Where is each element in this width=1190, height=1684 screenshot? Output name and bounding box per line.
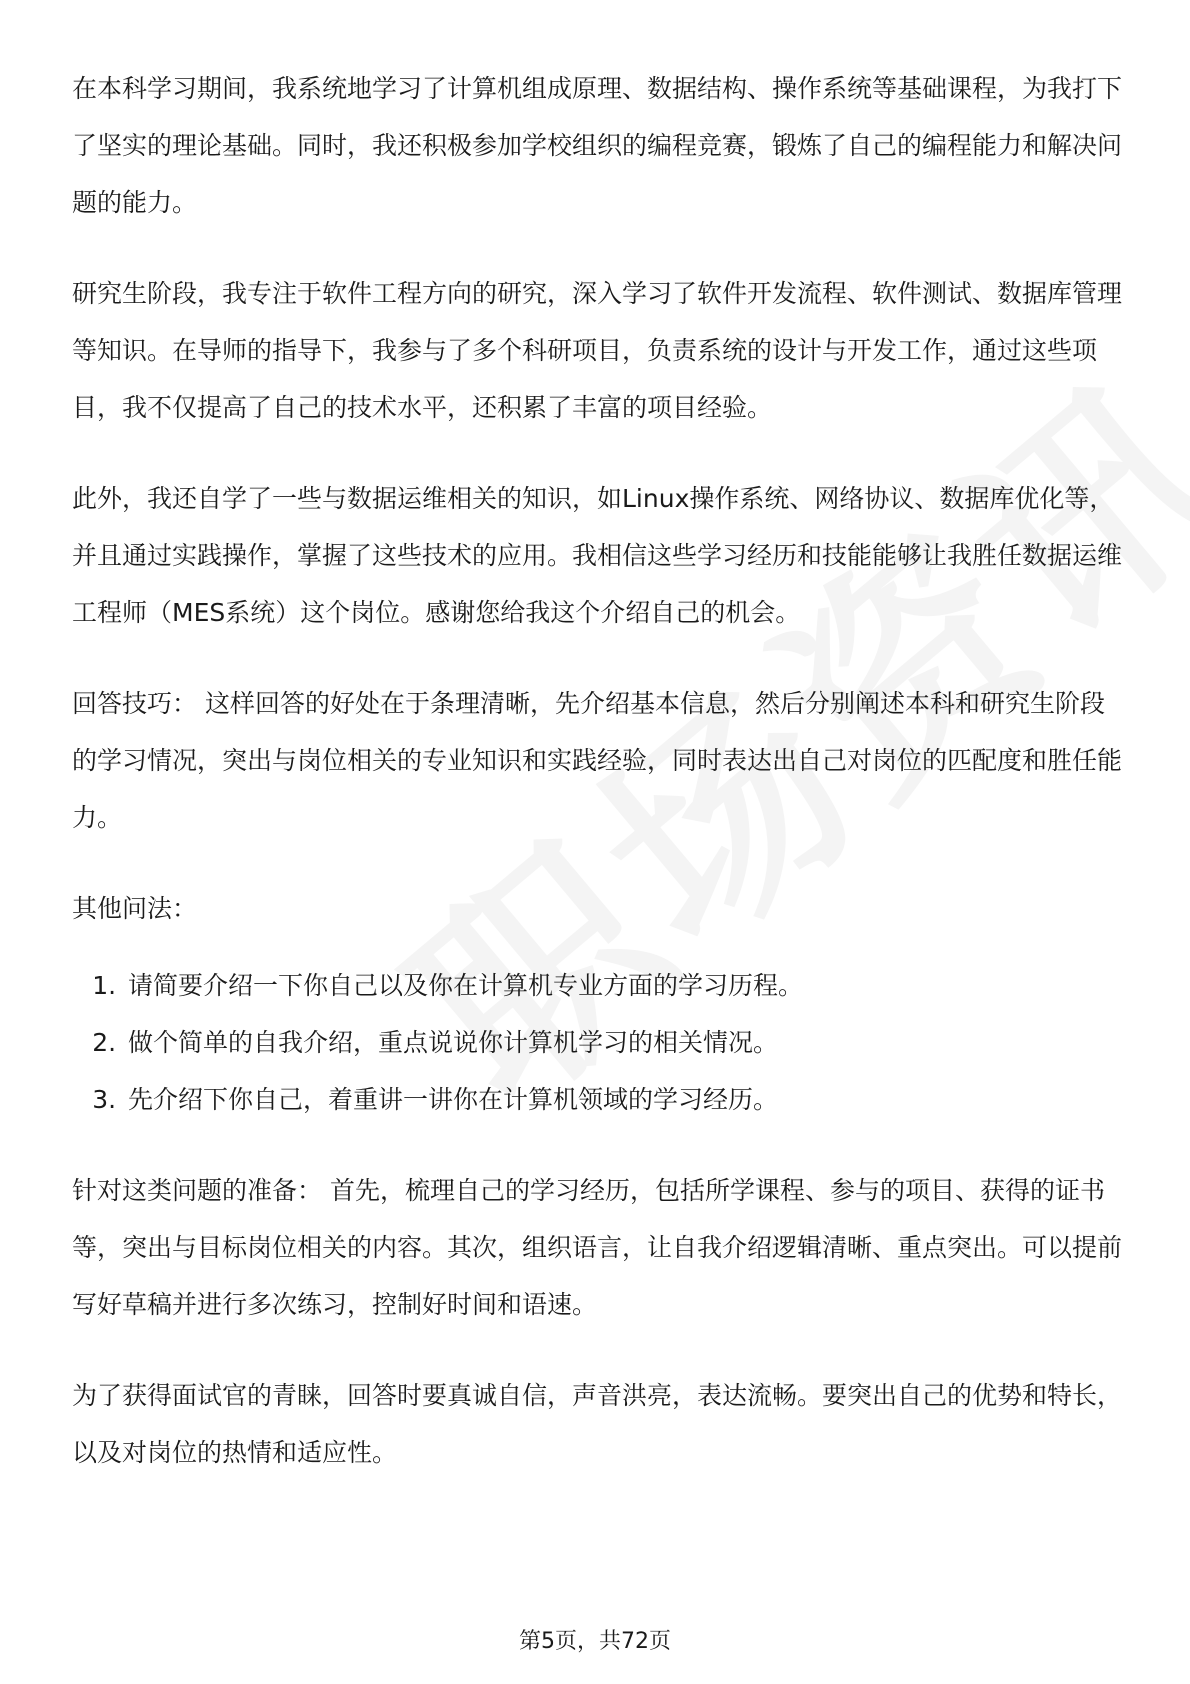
page-footer: 第5页，共72页 [519, 1629, 671, 1654]
paragraph-undergrad: 在本科学习期间，我系统地学习了计算机组成原理、数据结构、操作系统等基础课程，为我打下了坚实的理论基础。同时，我还积极参加学校组织的编程竞赛，锻炼了自己的编程能力和解决问题的能力。 [72, 74, 1123, 217]
document-body [72, 60, 1122, 1515]
list-item: 3. 先介绍下你自己，着重讲一讲你在计算机领域的学习经历。 [124, 1071, 1122, 1128]
list-item: 1. 请简要介绍一下你自己以及你在计算机专业方面的学习历程。 [124, 957, 1122, 1014]
other-questions-list [72, 957, 1122, 1128]
paragraph-graduate: 研究生阶段，我专注于软件工程方向的研究，深入学习了软件开发流程、软件测试、数据库管理等知识。在导师的指导下，我参与了多个科研项目，负责系统的设计与开发工作，通过这些项目，我不仅提高了自己的技术水平，还积累了丰富的项目经验。 [72, 279, 1123, 422]
other-questions-heading: 其他问法： [72, 894, 198, 923]
paragraph-answer-tips: 回答技巧： 这样回答的好处在于条理清晰，先介绍基本信息，然后分别阐述本科和研究生阶段的学习情况，突出与岗位相关的专业知识和实践经验，同时表达出自己对岗位的匹配度和胜任能力。 [72, 689, 1123, 832]
paragraph-self-study: 此外，我还自学了一些与数据运维相关的知识，如Linux操作系统、网络协议、数据库优化等，并且通过实践操作，掌握了这些技术的应用。我相信这些学习经历和技能能够让我胜任数据运维工程师（MES系统）这个岗位。感谢您给我这个介绍自己的机会。 [72, 484, 1123, 627]
list-item: 2. 做个简单的自我介绍，重点说说你计算机学习的相关情况。 [124, 1014, 1122, 1071]
paragraph-preparation: 针对这类问题的准备： 首先，梳理自己的学习经历，包括所学课程、参与的项目、获得的证书等，突出与目标岗位相关的内容。其次，组织语言，让自我介绍逻辑清晰、重点突出。可以提前写好草稿并进行多次练习，控制好时间和语速。 [72, 1176, 1123, 1319]
paragraph-closing: 为了获得面试官的青睐，回答时要真诚自信，声音洪亮，表达流畅。要突出自己的优势和特长，以及对岗位的热情和适应性。 [72, 1381, 1123, 1467]
